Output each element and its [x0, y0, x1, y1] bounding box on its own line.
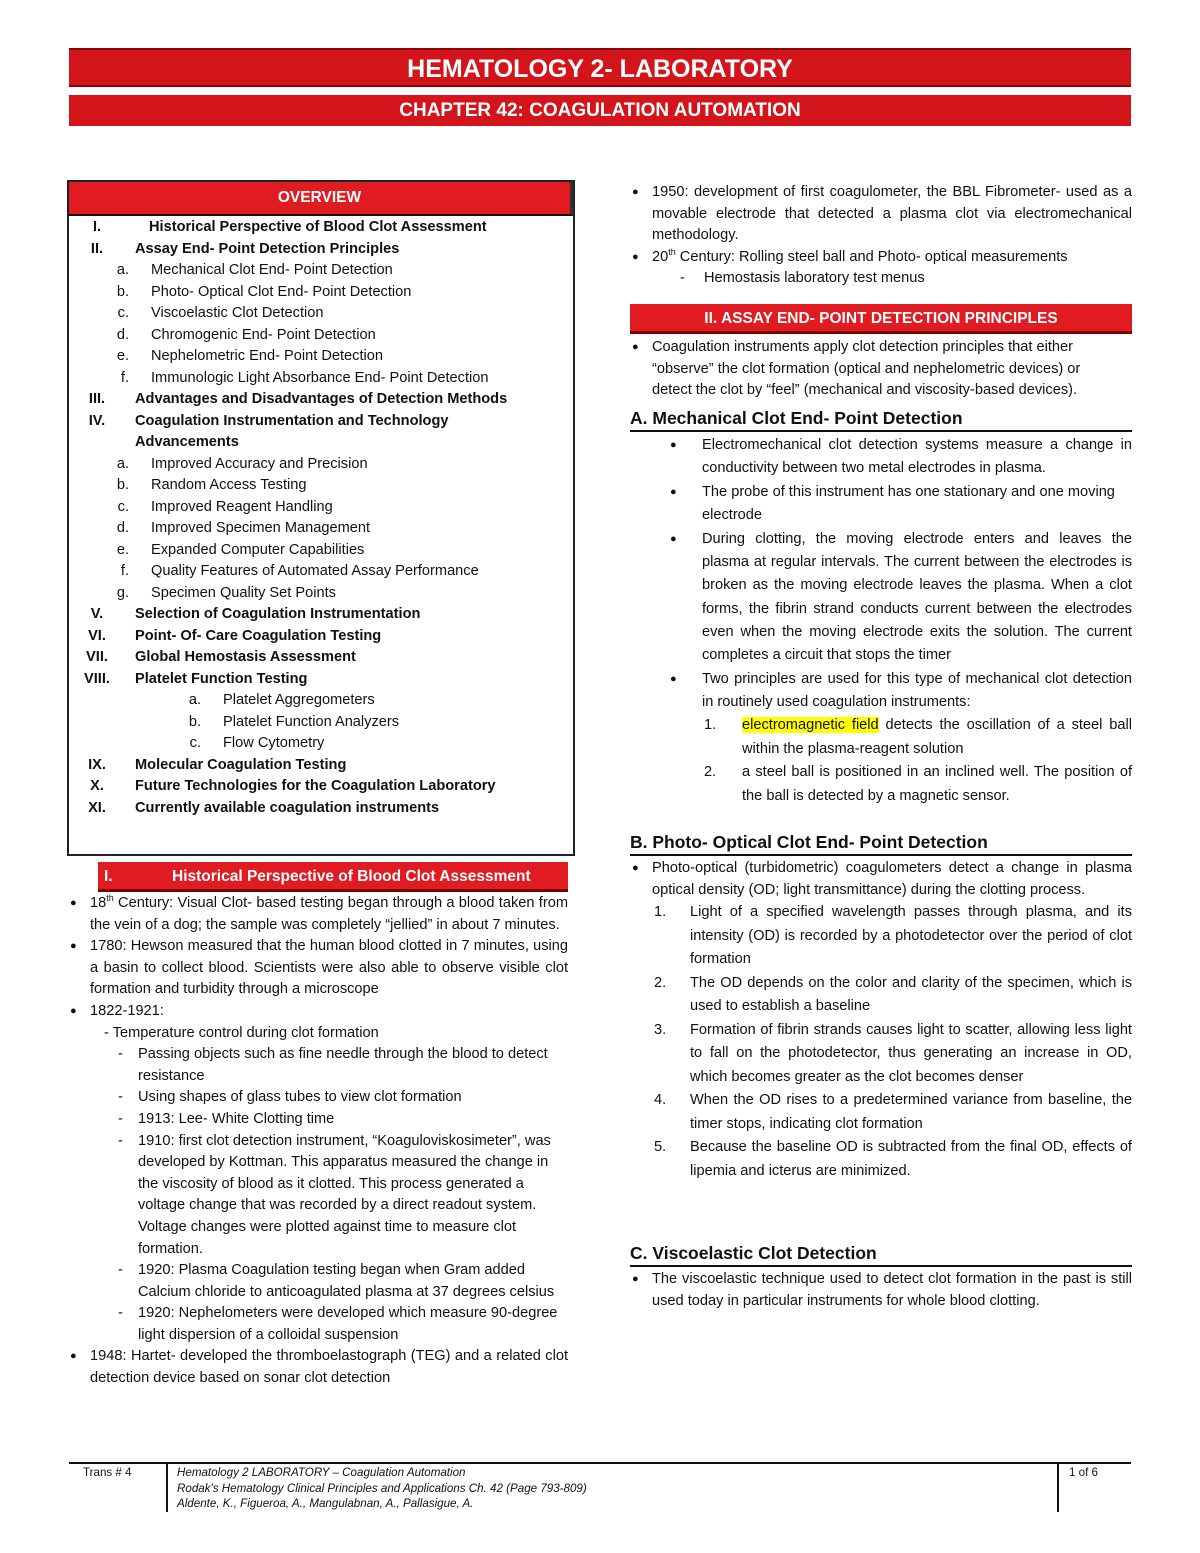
history-bullet-2: ● 1780: Hewson measured that the human blood clotted in 7 minutes, using a basin to collect blood. Scientists were also able to observe visible clot formation and turbidity through a microscope — [68, 936, 568, 1001]
overview-item: c. Flow Cytometry — [189, 735, 325, 751]
overview-item: X. Future Technologies for the Coagulation Laboratory — [90, 778, 496, 794]
history-bullet-3: ● 1822-1921: — [68, 1001, 568, 1023]
right-column — [630, 182, 1132, 1313]
section-2-header: II. ASSAY END- POINT DETECTION PRINCIPLES — [630, 304, 1132, 334]
mechanical-principle-1: 1. electromagnetic field detects the oscillation of a steel ball within the plasma-reagent solution — [704, 717, 1132, 757]
mechanical-bullet: ● Two principles are used for this type of mechanical clot detection in routinely used coagulation instruments: — [630, 668, 1132, 715]
overview-item: e. Nephelometric End- Point Detection — [116, 348, 383, 364]
overview-item: d. Improved Specimen Management — [116, 520, 371, 536]
overview-item: c. Improved Reagent Handling — [117, 498, 333, 515]
overview-box — [67, 180, 575, 856]
footer-divider — [1057, 1464, 1059, 1512]
overview-heading: OVERVIEW — [69, 182, 573, 216]
overview-item: b. Photo- Optical Clot End- Point Detection — [116, 283, 412, 300]
history-dash: - 1913: Lee- White Clotting time — [68, 1109, 568, 1131]
mechanical-bullet: ● During clotting, the moving electrode enters and leaves the plasma at regular intervals. The current between the electrodes is broken as the moving electrode leaves the plasma. When a clot forms, the fibrin strand conducts current between the electrodes even when the moving electrode exits the solution. The current completes a circuit that stops the timer — [630, 528, 1132, 668]
overview-item: g. Specimen Quality Set Points — [116, 584, 336, 601]
history-dash: - Hemostasis laboratory test menus — [630, 268, 1132, 290]
overview-item: e. Expanded Computer Capabilities — [116, 541, 365, 558]
overview-item: VI. Point- Of- Care Coagulation Testing — [88, 627, 382, 644]
section-1-header: I. Historical Perspective of Blood Clot Assessment — [98, 862, 568, 892]
history-bullet-4: ● 1948: Hartet- developed the thromboelastograph (TEG) and a related clot detection device based on sonar clot detection — [68, 1346, 568, 1389]
section-1-content — [68, 893, 568, 1390]
subsection-b-title: B. Photo- Optical Clot End- Point Detection — [630, 830, 1132, 856]
overview-item: a. Platelet Aggregometers — [188, 692, 375, 708]
history-dash: - 1920: Nephelometers were developed which measure 90-degree light dispersion of a colloidal suspension — [68, 1303, 568, 1346]
footer-trans: Trans # 4 — [83, 1466, 132, 1479]
history-dash: - 1910: first clot detection instrument, “Koaguloviskosimeter”, was developed by Kottman. This apparatus measured the change in the viscosity of blood as it clotted. This process generated a voltage change that was recorded by a direct readout system. Voltage changes were plotted against time to measure clot formation. — [68, 1131, 568, 1261]
overview-item: IV. Coagulation Instrumentation and Technology Advancements — [88, 412, 449, 450]
overview-item: IX. Molecular Coagulation Testing — [88, 756, 347, 773]
mechanical-principle-2: 2. a steel ball is positioned in an inclined well. The position of the ball is detected by a magnetic sensor. — [704, 764, 1132, 804]
optical-steps — [630, 901, 1132, 1183]
overview-item: II. Assay End- Point Detection Principles — [90, 240, 400, 257]
overview-item: d. Chromogenic End- Point Detection — [116, 326, 376, 343]
overview-item: VII. Global Hemostasis Assessment — [86, 649, 356, 665]
chapter-title: CHAPTER 42: COAGULATION AUTOMATION — [69, 95, 1131, 126]
overview-item: XI. Currently available coagulation instruments — [88, 799, 440, 816]
footer-divider — [166, 1464, 168, 1512]
optical-step: 1. Light of a specified wavelength passes through plasma, and its intensity (OD) is recorded by a photodetector over the period of clot formation — [654, 904, 1132, 968]
history-dash: - Passing objects such as fine needle through the blood to detect resistance — [68, 1044, 568, 1087]
overview-item: c. Viscoelastic Clot Detection — [117, 305, 324, 321]
overview-item: f. Immunologic Light Absorbance End- Point Detection — [120, 369, 489, 386]
overview-item: VIII. Platelet Function Testing — [84, 670, 308, 687]
overview-item: III. Advantages and Disadvantages of Detection Methods — [88, 391, 508, 407]
overview-item: a. Mechanical Clot End- Point Detection — [116, 262, 393, 278]
optical-bullet: ● Photo-optical (turbidometric) coagulometers detect a change in plasma optical density (OD; light transmittance) during the clotting process. — [630, 858, 1132, 901]
viscoelastic-bullet: ● The viscoelastic technique used to detect clot formation in the past is still used today in particular instruments for whole blood clotting. — [630, 1269, 1132, 1312]
history-bullet-6: ● 20th Century: Rolling steel ball and Photo- optical measurements — [630, 247, 1132, 269]
overview-item: I. Historical Perspective of Blood Clot Assessment — [92, 219, 487, 235]
history-dash: - Using shapes of glass tubes to view clot formation — [68, 1087, 568, 1109]
overview-list — [69, 216, 573, 819]
page-number: 1 of 6 — [1069, 1466, 1099, 1479]
optical-step: 5. Because the baseline OD is subtracted from the final OD, effects of lipemia and icterus are minimized. — [654, 1139, 1132, 1179]
principles-bullet: ● Coagulation instruments apply clot detection principles that either “observe” the clot formation (optical and nephelometric devices) or detect the clot by “feel” (mechanical and viscosity-based devices). — [630, 337, 1132, 402]
mechanical-bullet: ● The probe of this instrument has one stationary and one moving electrode — [630, 481, 1132, 528]
overview-item: a. Improved Accuracy and Precision — [116, 455, 368, 472]
overview-item: b. Platelet Function Analyzers — [188, 713, 400, 730]
document-title: HEMATOLOGY 2- LABORATORY — [69, 48, 1131, 87]
optical-step: 4. When the OD rises to a predetermined variance from baseline, the timer stops, indicating clot formation — [654, 1092, 1132, 1132]
history-bullet-5: ● 1950: development of first coagulometer, the BBL Fibrometer- used as a movable electrode that detected a plasma clot via electromechanical methodology. — [630, 182, 1132, 247]
footer-reference: Hematology 2 LABORATORY – Coagulation Automation Rodak's Hematology Clinical Principles and Applications Ch. 42 (Page 793-809) Aldente, K., Figueroa, A., Mangulabnan, A., Pallasigue, A. — [177, 1466, 587, 1510]
subsection-c-title: C. Viscoelastic Clot Detection — [630, 1241, 1132, 1267]
overview-item: V. Selection of Coagulation Instrumentation — [90, 606, 421, 622]
subsection-a-title: A. Mechanical Clot End- Point Detection — [630, 406, 1132, 432]
optical-step: 3. Formation of fibrin strands causes light to scatter, allowing less light to fall on the photodetector, thus generating an increase in OD, which becomes greater as the clot becomes denser — [654, 1021, 1132, 1085]
optical-step: 2. The OD depends on the color and clarity of the specimen, which is used to establish a baseline — [654, 974, 1132, 1015]
history-dash: - 1920: Plasma Coagulation testing began when Gram added Calcium chloride to anticoagulated plasma at 37 degrees celsius — [68, 1260, 568, 1303]
page-footer — [69, 1462, 1131, 1510]
history-bullet-1: ● 18th Century: Visual Clot- based testing began through a blood taken from the vein of a dog; the sample was completely “jellied” in about 7 minutes. — [68, 893, 568, 936]
overview-item: b. Random Access Testing — [116, 477, 307, 493]
history-dash: - Temperature control during clot formation — [104, 1024, 379, 1041]
overview-item: f. Quality Features of Automated Assay Performance — [120, 563, 479, 579]
mechanical-bullet: ● Electromechanical clot detection systems measure a change in conductivity between two metal electrodes in plasma. — [630, 434, 1132, 481]
